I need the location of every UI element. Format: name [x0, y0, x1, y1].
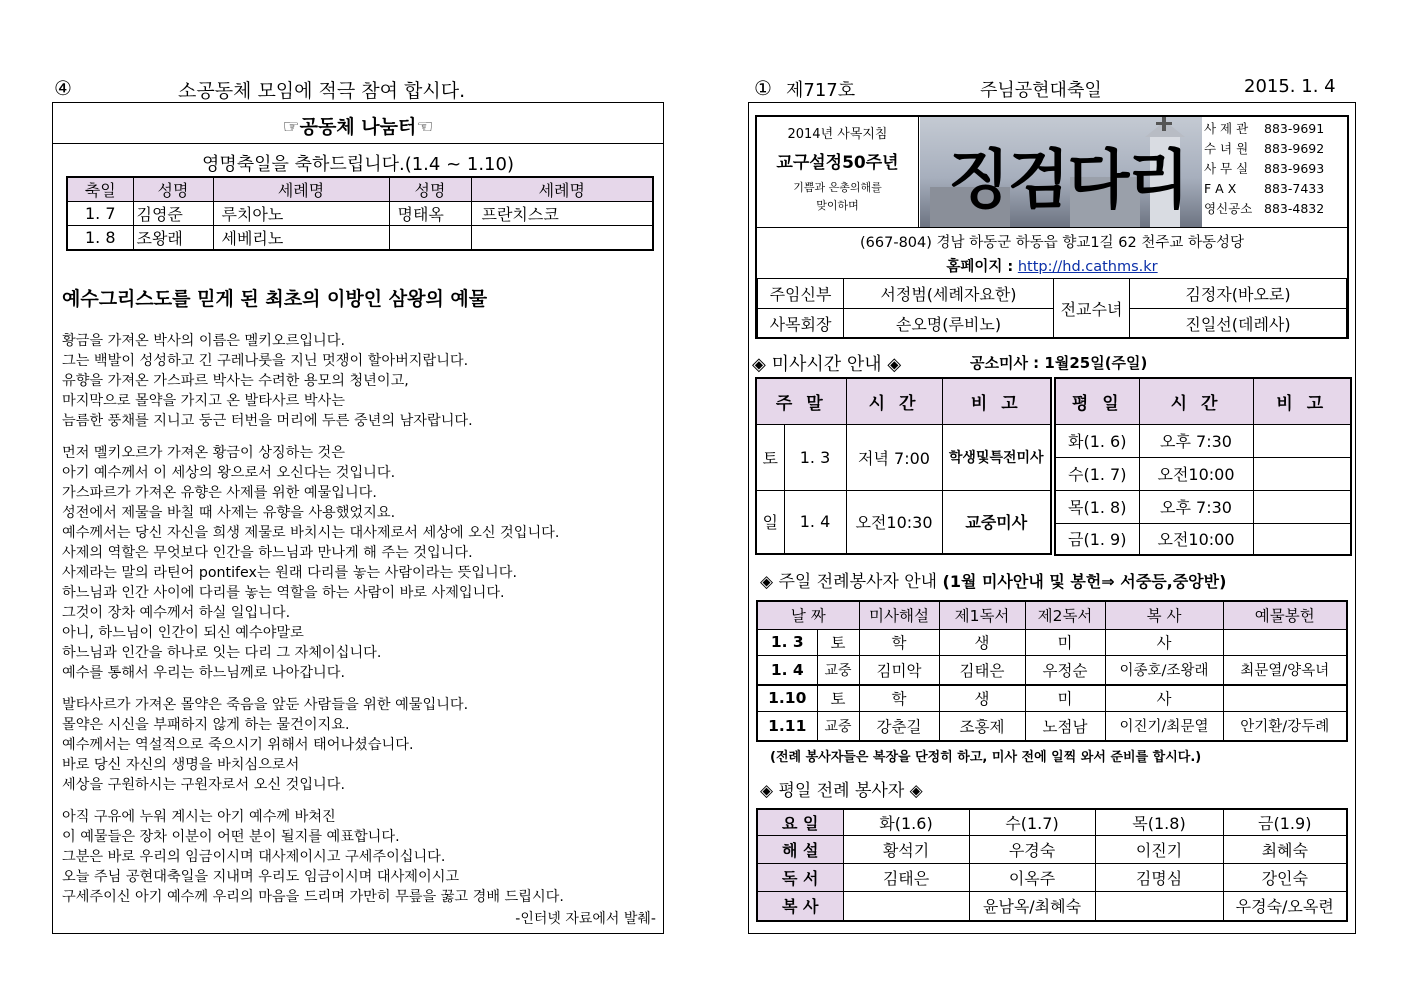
cell	[1253, 523, 1351, 555]
cell: 오후 7:30	[1139, 424, 1253, 457]
table-row	[757, 629, 1347, 655]
church-address: (667-804) 경남 하동군 하동읍 향교1길 62 천주교 하동성당	[860, 235, 1244, 251]
cell: 교중	[817, 655, 859, 685]
motto-main: 교구설정50주년	[776, 153, 899, 173]
cell: 김명심	[1095, 863, 1223, 891]
col-header: 제2독서	[1025, 601, 1105, 629]
pastor-name: 서정범(세례자요한)	[844, 279, 1054, 309]
table-row	[67, 202, 653, 226]
cell: 이종호/조왕래	[1105, 655, 1223, 685]
cell: 1.11	[757, 711, 817, 741]
cell: 1.10	[757, 685, 817, 711]
cell: 우경숙	[969, 835, 1095, 863]
text-line: 세상을 구원하시는 구원자로서 오신 것입니다.	[62, 777, 345, 793]
homepage	[757, 255, 1347, 276]
cell: 1. 7	[67, 202, 133, 226]
sister-label: 전교수녀	[1054, 279, 1130, 339]
contact-row	[1204, 179, 1346, 199]
contact-row	[1204, 159, 1346, 179]
col-header: 성명	[389, 177, 471, 202]
feast-greeting: 영명축일을 축하드립니다.(1.4 ~ 1.10)	[202, 154, 514, 175]
table-row	[756, 424, 1051, 490]
table-row	[1055, 490, 1351, 523]
cell: 오전10:30	[846, 490, 942, 554]
masthead-divider	[757, 227, 1347, 228]
col-header: 주 말	[756, 378, 846, 424]
cell: 금(1. 9)	[1055, 523, 1139, 555]
table-row	[1055, 424, 1351, 457]
text-line: 발타사르가 가져온 몰약은 죽음을 앞둔 사람들을 위한 예물입니다.	[62, 697, 469, 713]
text-line: 늠름한 풍채를 지니고 둥근 터번을 머리에 두른 중년의 남자랍니다.	[62, 413, 473, 429]
text-line: 아기 예수께서 이 세상의 왕으로서 오신다는 것입니다.	[62, 465, 396, 481]
col-header: 금(1.9)	[1223, 809, 1347, 835]
servers-footnote: (전례 봉사자들은 복장을 단정히 하고, 미사 전에 일찍 와서 준비를 합시다.)	[770, 750, 1202, 765]
col-header: 평 일	[1055, 378, 1139, 424]
motto-year: 2014년 사목지침	[787, 127, 888, 142]
cell: 이옥주	[969, 863, 1095, 891]
text-line: 사제라는 말의 라틴어 pontifex는 원래 다리를 놓는 사람이라는 뜻입니다.	[62, 565, 517, 581]
text-line: 성전에서 제물을 바칠 때 사제는 유향을 사용했었지요.	[62, 505, 396, 521]
section-divider	[53, 143, 663, 144]
contact-row	[1204, 119, 1346, 139]
contact-row	[1204, 139, 1346, 159]
table-row	[757, 809, 1347, 835]
col-header: 제1독서	[939, 601, 1025, 629]
homepage-link[interactable]: http://hd.cathms.kr	[1017, 259, 1158, 275]
contact-label: 사 제 관	[1204, 121, 1249, 136]
contact-row	[1204, 199, 1346, 219]
cell: 토	[756, 424, 784, 490]
contact-label: F A X	[1204, 181, 1237, 196]
sister-name: 김정자(바오로)	[1130, 279, 1347, 309]
table-row	[757, 863, 1347, 891]
cell	[1223, 685, 1347, 711]
staff-table	[757, 278, 1347, 339]
col-header: 미사해설	[859, 601, 939, 629]
cell: 1. 3	[757, 629, 817, 655]
table-row	[756, 490, 1051, 554]
cell: 교중미사	[942, 490, 1051, 554]
cell: 윤남옥/최혜숙	[969, 891, 1095, 921]
homepage-label: 홈페이지 :	[946, 259, 1014, 275]
cell: 1. 3	[784, 424, 846, 490]
article-body	[62, 331, 660, 907]
table-row	[67, 226, 653, 251]
cell: 학	[859, 685, 939, 711]
text-line: 하느님과 인간 사이에 다리를 놓는 역할을 하는 사람이 바로 사제입니다.	[62, 585, 505, 601]
article-source: -인터넷 자료에서 발췌-	[515, 911, 656, 927]
cell	[843, 891, 969, 921]
text-line: 예수께서는 당신 자신을 희생 제물로 바치시는 대사제로서 세상에 오신 것입니다.	[62, 525, 560, 541]
cell: 사	[1105, 629, 1223, 655]
contact-label: 수 녀 원	[1204, 141, 1249, 156]
cell	[471, 226, 653, 251]
col-header: 축일	[67, 177, 133, 202]
table-row	[1055, 457, 1351, 490]
cell: 1. 8	[67, 226, 133, 251]
text-line: 사제의 역할은 무엇보다 인간을 하느님과 만나게 해 주는 것입니다.	[62, 545, 473, 561]
text-line: 하느님과 인간을 하나로 잇는 다리 그 자체이십니다.	[62, 645, 382, 661]
table-row	[758, 279, 1347, 309]
cell: 노점남	[1025, 711, 1105, 741]
col-header: 시 간	[1139, 378, 1253, 424]
cell	[389, 226, 471, 251]
col-header: 비 고	[942, 378, 1051, 424]
cell	[1223, 629, 1347, 655]
cell: 명태옥	[389, 202, 471, 226]
cell: 생	[939, 629, 1025, 655]
text-line: 이 예물들은 장차 이분이 어떤 분이 될지를 예표합니다.	[62, 829, 400, 845]
right-page-number: ①	[754, 76, 772, 100]
bulletin-date: 2015. 1. 4	[1244, 76, 1336, 97]
row-header: 독 서	[757, 863, 843, 891]
feast-name: 주님공현대축일	[980, 80, 1102, 101]
sunday-servers-table	[756, 600, 1348, 742]
pastor-label: 주임신부	[758, 279, 844, 309]
cell: 목(1. 8)	[1055, 490, 1139, 523]
cell: 이진기	[1095, 835, 1223, 863]
cell: 김태은	[843, 863, 969, 891]
text-line: 예수께서는 역설적으로 죽으시기 위해서 태어나셨습니다.	[62, 737, 414, 753]
col-header: 요 일	[757, 809, 843, 835]
motto-sub: 기쁨과 은총의해를	[793, 181, 882, 194]
text-line: 아니, 하느님이 인간이 되신 예수야말로	[62, 625, 304, 641]
cell: 안기환/강두례	[1223, 711, 1347, 741]
table-row	[757, 711, 1347, 741]
bulletin-logo-title: 징검다리	[948, 143, 1188, 218]
cell: 오전10:00	[1139, 457, 1253, 490]
text-line: 그는 백발이 성성하고 긴 구레나룻을 지닌 멋쟁이 할아버지랍니다.	[62, 353, 469, 369]
cell: 김미악	[859, 655, 939, 685]
right-page-header	[750, 76, 1350, 100]
cell: 사	[1105, 685, 1223, 711]
cell: 강인숙	[1223, 863, 1347, 891]
contact-number: 883-7433	[1264, 181, 1325, 196]
community-section-title: ☞공동체 나눔터☜	[282, 116, 434, 138]
table-row	[757, 835, 1347, 863]
cell	[1253, 424, 1351, 457]
weekday-servers-title: ◈ 평일 전례 봉사자 ◈	[760, 781, 923, 801]
table-row	[757, 891, 1347, 921]
sunday-offering-note: (1월 미사안내 및 봉헌⇒ 서중등,중앙반)	[942, 572, 1227, 591]
council-name: 손오명(루비노)	[844, 309, 1054, 339]
left-page-header	[52, 76, 664, 100]
church-photo-banner	[920, 117, 1202, 227]
cell: 강춘길	[859, 711, 939, 741]
contact-label: 영신공소	[1204, 201, 1253, 216]
cell: 프란치스코	[471, 202, 653, 226]
text-line: 오늘 주님 공현대축일을 지내며 우리도 임금이시며 대사제이시고	[62, 869, 460, 885]
article-title: 예수그리스도를 믿게 된 최초의 이방인 삼왕의 예물	[62, 288, 488, 310]
cell: 오후 7:30	[1139, 490, 1253, 523]
col-header: 수(1.7)	[969, 809, 1095, 835]
text-line: 구세주이신 아기 예수께 우리의 마음을 드리며 가만히 무릎을 꿇고 경배 드립시다.	[62, 889, 564, 905]
cell	[1253, 490, 1351, 523]
mission-mass-note: 공소미사 : 1월25일(주일)	[970, 354, 1148, 372]
cell: 1. 4	[757, 655, 817, 685]
sister-name: 진일선(데레사)	[1130, 309, 1347, 339]
text-line: 황금을 가져온 박사의 이름은 멜키오르입니다.	[62, 333, 345, 349]
cell: 수(1. 7)	[1055, 457, 1139, 490]
contact-number: 883-9691	[1264, 121, 1325, 136]
feast-table	[66, 176, 654, 251]
col-header: 목(1.8)	[1095, 809, 1223, 835]
weekday-mass-table	[1054, 377, 1352, 556]
cell: 우정순	[1025, 655, 1105, 685]
text-line: 바로 당신 자신의 생명을 바치심으로서	[62, 757, 300, 773]
cell: 토	[817, 629, 859, 655]
cell: 최혜숙	[1223, 835, 1347, 863]
paragraph-3	[62, 695, 660, 795]
paragraph-2	[62, 443, 660, 683]
col-header: 날 짜	[757, 601, 859, 629]
text-line: 먼저 멜키오르가 가져온 황금이 상징하는 것은	[62, 445, 345, 461]
contact-number: 883-4832	[1264, 201, 1325, 216]
col-header: 예물봉헌	[1223, 601, 1347, 629]
cell: 1. 4	[784, 490, 846, 554]
col-header: 세례명	[213, 177, 389, 202]
col-header: 시 간	[846, 378, 942, 424]
row-header: 해 설	[757, 835, 843, 863]
cell: 토	[817, 685, 859, 711]
col-header: 세례명	[471, 177, 653, 202]
table-row	[758, 309, 1347, 339]
cell	[1253, 457, 1351, 490]
cell: 최문열/양옥녀	[1223, 655, 1347, 685]
cell: 학	[859, 629, 939, 655]
cell: 생	[939, 685, 1025, 711]
cell	[1095, 891, 1223, 921]
weekend-mass-table	[755, 377, 1052, 555]
cell: 조왕래	[133, 226, 213, 251]
cell: 루치아노	[213, 202, 389, 226]
text-line: 예수를 통해서 우리는 하느님께로 나아갑니다.	[62, 665, 345, 681]
table-row	[757, 685, 1347, 711]
text-line: 아직 구유에 누워 계시는 아기 예수께 바쳐진	[62, 809, 336, 825]
cell: 우경숙/오옥련	[1223, 891, 1347, 921]
cell: 미	[1025, 629, 1105, 655]
paragraph-1	[62, 331, 660, 431]
cell: 교중	[817, 711, 859, 741]
pastoral-motto	[757, 117, 919, 227]
council-label: 사목회장	[758, 309, 844, 339]
cell: 화(1. 6)	[1055, 424, 1139, 457]
contact-label: 사 무 실	[1204, 161, 1249, 176]
cell: 조홍제	[939, 711, 1025, 741]
left-page-number: ④	[54, 76, 72, 100]
left-header-title: 소공동체 모임에 적극 참여 합시다.	[178, 80, 466, 102]
cell: 세베리노	[213, 226, 389, 251]
text-line: 그분은 바로 우리의 임금이시며 대사제이시고 구세주이십니다.	[62, 849, 446, 865]
sunday-servers-heading: ◈ 주일 전례봉사자 안내	[760, 572, 938, 592]
sunday-servers-title	[760, 567, 1226, 592]
table-row	[1055, 523, 1351, 555]
col-header: 복 사	[1105, 601, 1223, 629]
text-line: 마지막으로 몰약을 가지고 온 발타사르 박사는	[62, 393, 345, 409]
cell: 오전10:00	[1139, 523, 1253, 555]
contact-list	[1204, 119, 1346, 219]
cell: 저녁 7:00	[846, 424, 942, 490]
table-row	[757, 655, 1347, 685]
text-line: 유향을 가져온 가스파르 박사는 수려한 용모의 청년이고,	[62, 373, 409, 389]
contact-number: 883-9692	[1264, 141, 1325, 156]
cell: 김영준	[133, 202, 213, 226]
issue-number: 제717호	[786, 80, 856, 101]
text-line: 그것이 장차 예수께서 하실 일입니다.	[62, 605, 291, 621]
contact-number: 883-9693	[1264, 161, 1325, 176]
cell: 김태은	[939, 655, 1025, 685]
col-header: 비 고	[1253, 378, 1351, 424]
text-line: 몰약은 시신을 부패하지 않게 하는 물건이지요.	[62, 717, 350, 733]
cell: 일	[756, 490, 784, 554]
motto-sub: 맞이하며	[816, 199, 859, 212]
cell: 학생및특전미사	[942, 424, 1051, 490]
paragraph-4	[62, 807, 660, 907]
col-header: 성명	[133, 177, 213, 202]
cell: 황석기	[843, 835, 969, 863]
text-line: 가스파르가 가져온 유향은 사제를 위한 예물입니다.	[62, 485, 377, 501]
col-header: 화(1.6)	[843, 809, 969, 835]
cell: 미	[1025, 685, 1105, 711]
cell: 이진기/최문열	[1105, 711, 1223, 741]
mass-times-title: ◈ 미사시간 안내 ◈	[752, 354, 902, 375]
weekday-servers-table	[756, 808, 1348, 922]
row-header: 복 사	[757, 891, 843, 921]
